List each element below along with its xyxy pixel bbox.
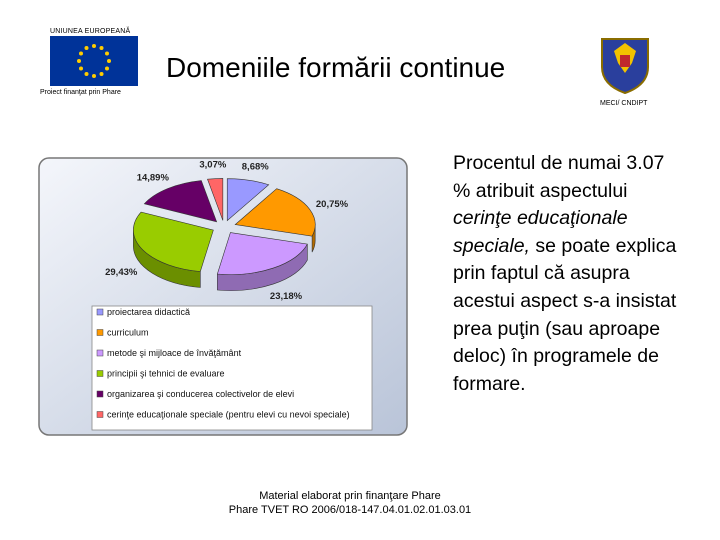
eu-star <box>92 44 96 48</box>
explanation-emphasis: cerinţe educaţionale speciale, <box>453 207 628 257</box>
pie-data-label: 3,07% <box>199 159 227 171</box>
legend-swatch <box>97 412 103 418</box>
eu-star <box>77 59 81 63</box>
legend-swatch <box>97 391 103 397</box>
legend-swatch <box>97 330 103 336</box>
eu-star <box>85 46 89 50</box>
eu-star <box>100 72 104 76</box>
eu-funding-caption: Proiect finanţat prin Phare <box>40 89 121 96</box>
eu-star <box>105 52 109 56</box>
eu-star <box>92 74 96 78</box>
eu-star <box>100 46 104 50</box>
legend-swatch <box>97 371 103 377</box>
legend-item: principii şi tehnici de evaluare <box>107 368 225 379</box>
footer-line-1: Material elaborat prin finanţare Phare <box>259 490 441 502</box>
pie-data-label: 20,75% <box>315 199 349 211</box>
eu-flag-logo <box>50 36 138 86</box>
eu-star <box>79 67 83 71</box>
eu-caption: UNIUNEA EUROPEANĂ <box>50 28 131 35</box>
footer-note <box>200 490 500 517</box>
legend-swatch <box>97 350 103 356</box>
eu-star <box>105 67 109 71</box>
eu-star <box>107 59 111 63</box>
legend-item: curriculum <box>107 327 149 338</box>
pie-chart <box>38 157 410 437</box>
legend-item: organizarea şi conducerea colectivelor de elevi <box>107 389 295 399</box>
coat-of-arms-logo <box>596 33 654 95</box>
legend-swatch <box>97 309 103 315</box>
page-title: Domeniile formării continue <box>166 52 506 83</box>
pie-data-label: 23,18% <box>269 290 303 302</box>
legend-item: proiectarea didactică <box>107 307 191 317</box>
pie-data-label: 14,89% <box>136 172 169 184</box>
explanation-part-2: se poate explica prin faptul că asupra acestui aspect s-a insistat prea puţin (sau aproape deloc) în programele de formare. <box>453 234 677 395</box>
pie-data-label: 8,68% <box>241 161 269 173</box>
footer-line-2: Phare TVET RO 2006/018-147.04.01.02.01.03.01 <box>228 503 472 516</box>
pie-data-label: 29,43% <box>105 267 138 279</box>
legend-item: cerinţe educaţionale speciale (pentru elevi cu nevoi speciale) <box>107 409 350 420</box>
explanation-part-1: Procentul de numai 3.07 % atribuit aspectului <box>453 152 665 202</box>
eu-star <box>85 72 89 76</box>
eu-star <box>79 52 83 56</box>
ministry-caption: MECI/ CNDIPT <box>600 100 648 107</box>
legend-item: metode şi mijloace de învăţământ <box>107 348 242 358</box>
explanation-text <box>453 150 683 398</box>
